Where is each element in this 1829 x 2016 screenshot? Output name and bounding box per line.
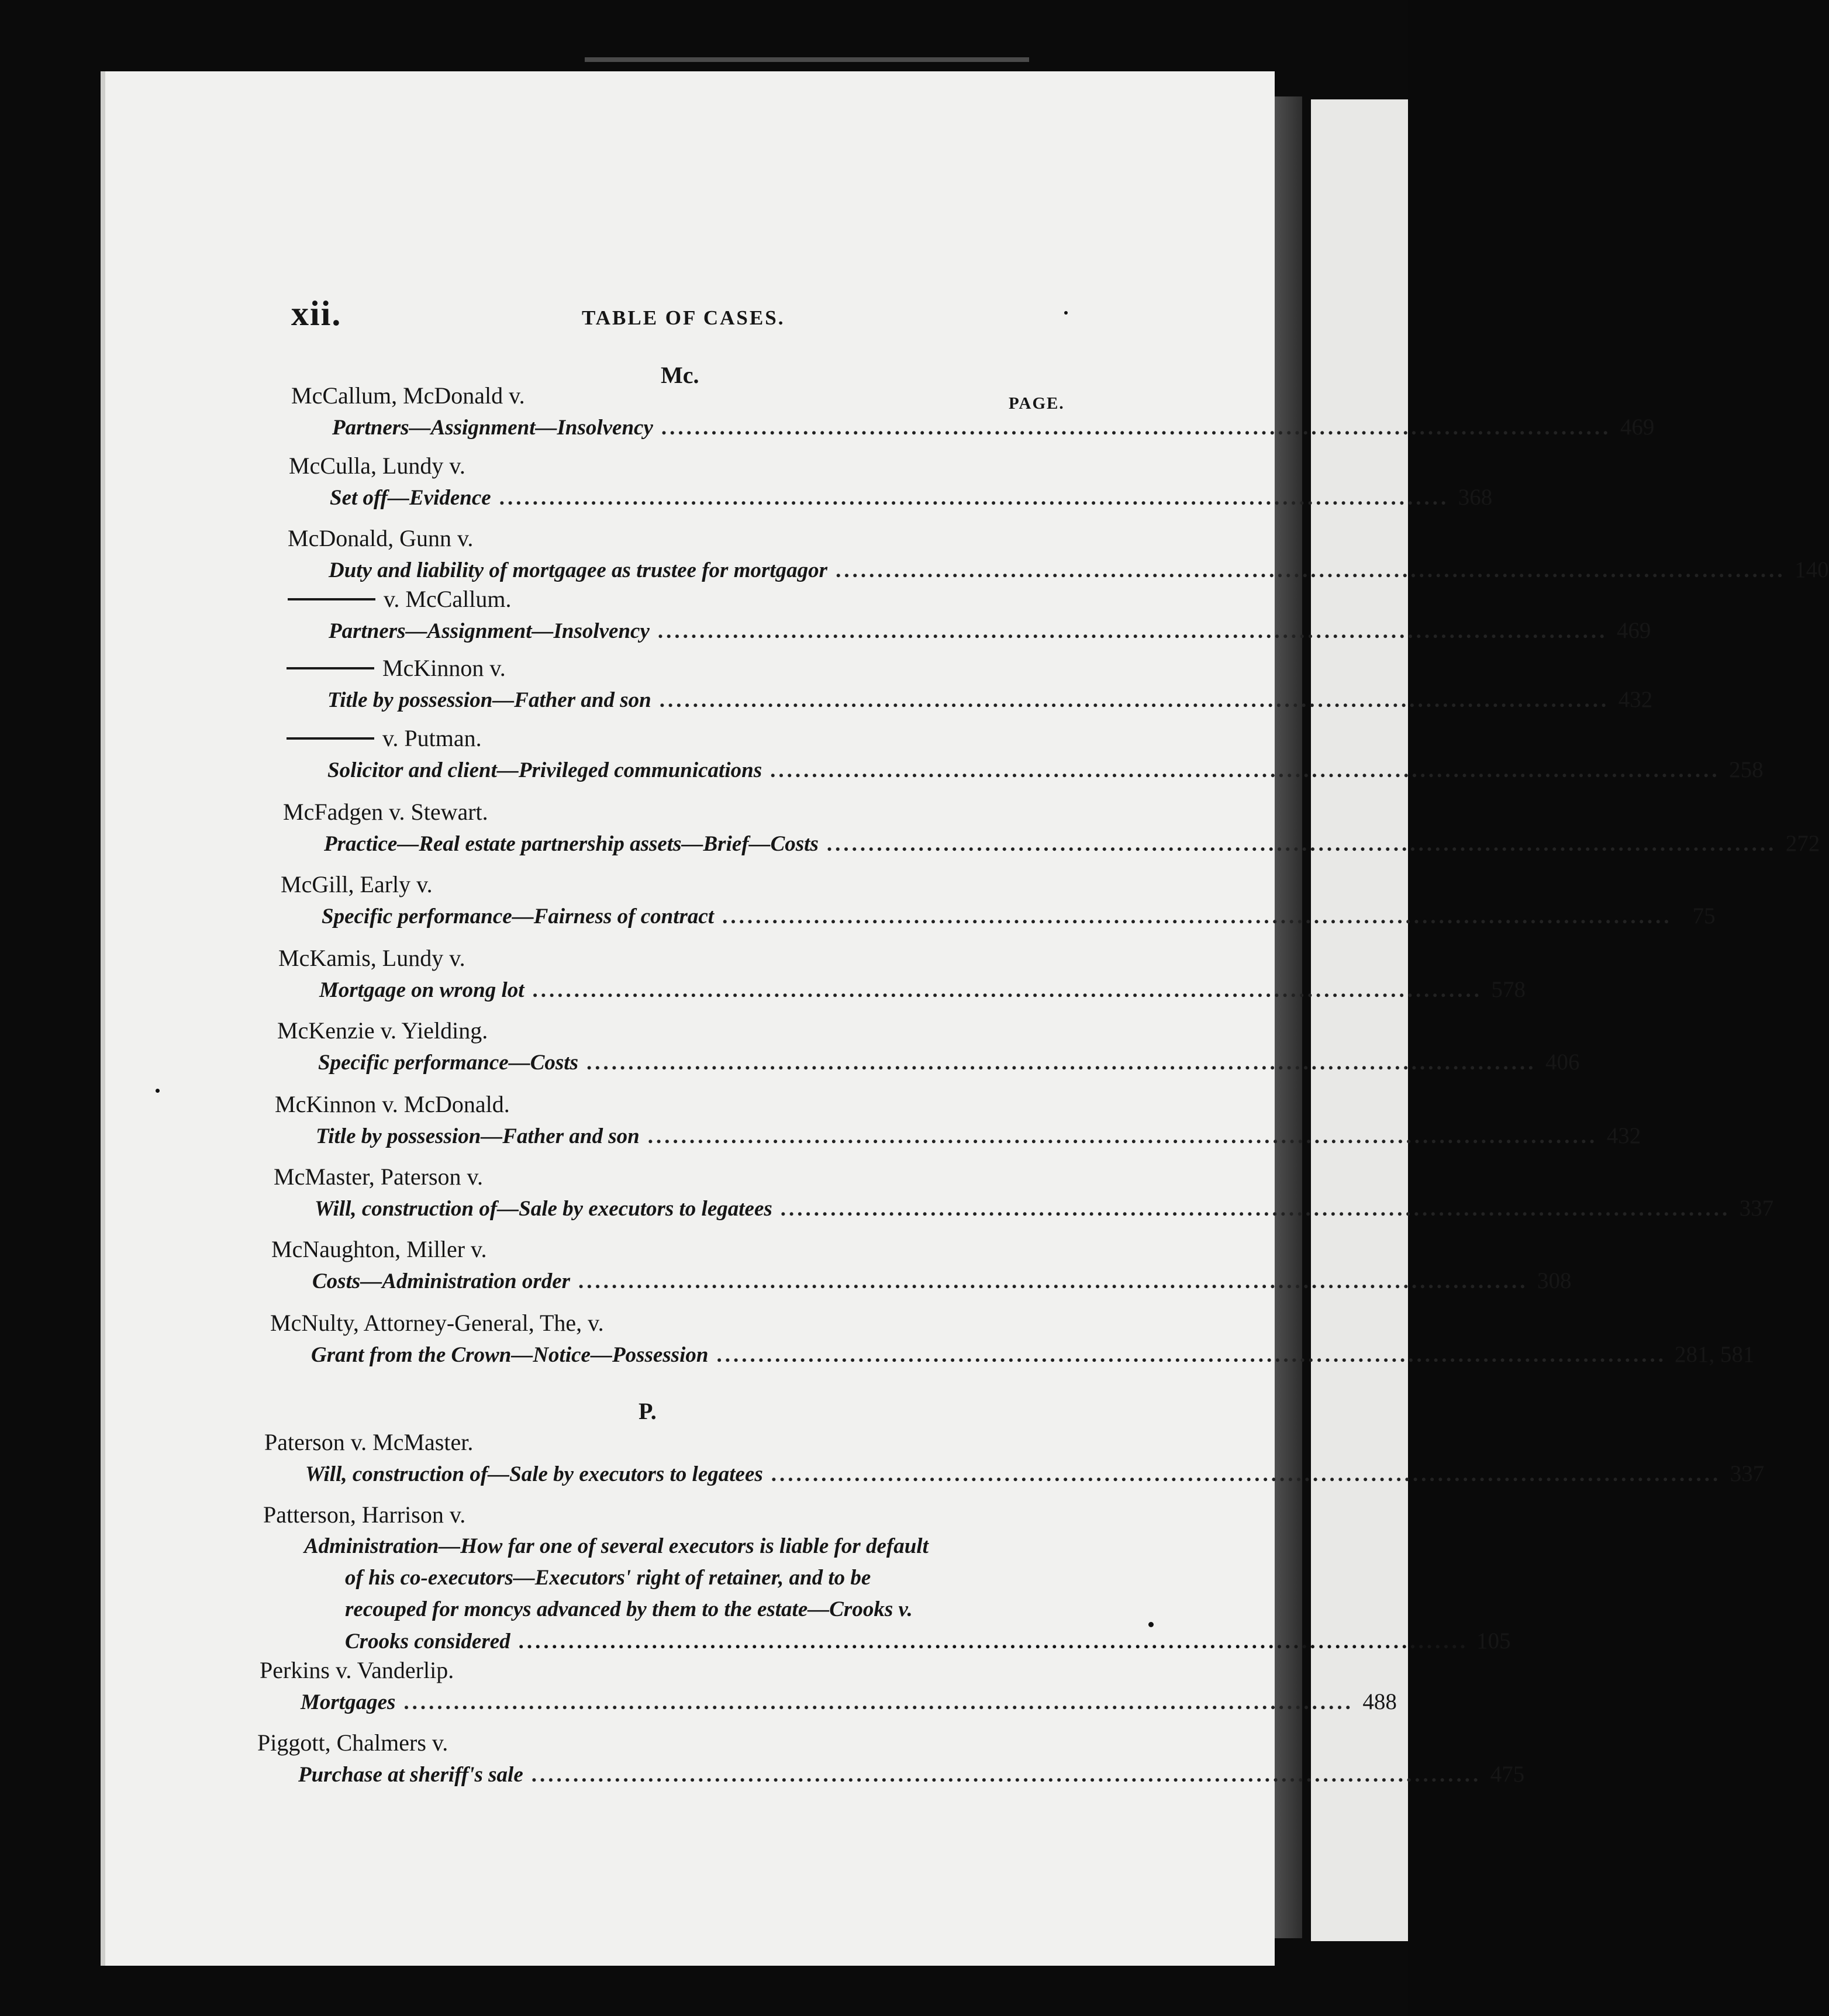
dot-leader: .................................................................................................................. bbox=[826, 832, 1777, 856]
ink-speck bbox=[156, 1089, 160, 1093]
case-page-number: 469 bbox=[1620, 415, 1655, 440]
case-page-number: 140 bbox=[1795, 557, 1829, 582]
case-subject: Purchase at sheriff's sale bbox=[298, 1763, 523, 1787]
dot-leader: .................................................................................................................. bbox=[586, 1051, 1537, 1075]
case-entry bbox=[283, 796, 1820, 860]
case-subject: Duty and liability of mortgagee as trustee for mortgagor bbox=[329, 558, 828, 582]
case-subject: Practice—Real estate partnership assets—Brief—Costs bbox=[324, 832, 819, 856]
section-heading-p: P. bbox=[639, 1398, 657, 1424]
dot-leader: .................................................................................................................. bbox=[532, 978, 1483, 1002]
case-subject: Grant from the Crown—Notice—Possession bbox=[311, 1343, 709, 1367]
case-subject: Will, construction of—Sale by executors to legatees bbox=[305, 1462, 763, 1486]
case-title: v. Putman. bbox=[382, 725, 482, 751]
case-title: McFadgen v. Stewart. bbox=[283, 799, 488, 825]
case-page-number: 75 bbox=[1692, 903, 1716, 928]
case-entry bbox=[274, 1161, 1774, 1225]
case-title: Piggott, Chalmers v. bbox=[257, 1730, 448, 1756]
adjacent-page-edge bbox=[1311, 99, 1408, 1941]
case-title: McCallum, McDonald v. bbox=[291, 382, 525, 409]
case-title: McKinnon v. bbox=[382, 655, 506, 681]
case-subject-line bbox=[311, 1339, 1755, 1371]
dot-leader: .................................................................................................................. bbox=[780, 1197, 1731, 1221]
section-heading-mc: Mc. bbox=[661, 362, 699, 388]
case-entry bbox=[257, 1727, 1525, 1791]
case-subject-line bbox=[329, 554, 1829, 586]
case-entry bbox=[271, 1234, 1572, 1297]
case-subject-line bbox=[298, 1759, 1525, 1791]
case-subject: Title by possession—Father and son bbox=[316, 1124, 640, 1148]
case-title: McDonald, Gunn v. bbox=[288, 525, 474, 551]
case-title: McMaster, Paterson v. bbox=[274, 1164, 483, 1190]
page-gutter-shadow bbox=[1270, 96, 1302, 1938]
case-entry bbox=[281, 869, 1716, 933]
case-page-number: 281, 581 bbox=[1674, 1342, 1755, 1367]
case-entry bbox=[260, 1655, 1397, 1718]
case-subject-line: Administration—How far one of several executors is liable for default bbox=[304, 1534, 929, 1558]
case-page-number: 475 bbox=[1490, 1762, 1525, 1787]
case-subject: Title by possession—Father and son bbox=[327, 688, 651, 712]
case-entry bbox=[287, 653, 1653, 716]
dot-leader: .................................................................................................................. bbox=[531, 1763, 1482, 1787]
dot-leader: .................................................................................................................. bbox=[518, 1630, 1469, 1653]
case-entry bbox=[264, 1427, 1765, 1490]
case-subject-line bbox=[322, 900, 1716, 933]
case-page-number: 258 bbox=[1729, 757, 1764, 782]
case-entry bbox=[287, 723, 1764, 786]
case-subject: Partners—Assignment—Insolvency bbox=[329, 619, 650, 643]
case-subject: Mortgages bbox=[301, 1690, 396, 1714]
case-subject: Solicitor and client—Privileged communications bbox=[327, 758, 762, 782]
ditto-dash bbox=[287, 737, 374, 740]
case-title: Perkins v. Vanderlip. bbox=[260, 1657, 454, 1683]
case-subject-line bbox=[305, 1458, 1765, 1490]
case-subject-line: of his co-executors—Executors' right of retainer, and to be bbox=[345, 1566, 871, 1590]
case-subject: Mortgage on wrong lot bbox=[319, 978, 524, 1002]
case-title: Patterson, Harrison v. bbox=[263, 1501, 466, 1528]
case-subject-line bbox=[332, 412, 1655, 444]
case-subject-line bbox=[329, 615, 1651, 647]
dot-leader: .................................................................................................................. bbox=[716, 1343, 1666, 1367]
dot-leader: .................................................................................................................. bbox=[578, 1269, 1528, 1293]
dot-leader: .................................................................................................................. bbox=[403, 1690, 1354, 1714]
ditto-dash bbox=[288, 598, 375, 600]
dot-leader: .................................................................................................................. bbox=[499, 486, 1450, 510]
running-title: TABLE OF CASES. bbox=[582, 306, 785, 329]
case-subject: Will, construction of—Sale by executors to legatees bbox=[315, 1197, 772, 1221]
case-subject-line bbox=[327, 754, 1764, 786]
case-entry bbox=[288, 584, 1651, 647]
dot-leader: .................................................................................................................. bbox=[771, 1462, 1721, 1486]
case-subject: Set off—Evidence bbox=[330, 486, 491, 510]
case-title: McGill, Early v. bbox=[281, 871, 433, 897]
case-page-number: 368 bbox=[1458, 485, 1493, 510]
ditto-dash bbox=[287, 667, 374, 669]
case-page-number: 578 bbox=[1491, 977, 1526, 1002]
case-title-row bbox=[287, 723, 1047, 754]
case-title: McNaughton, Miller v. bbox=[271, 1236, 487, 1262]
case-entry bbox=[289, 450, 1493, 514]
case-entry bbox=[275, 1089, 1641, 1152]
case-subject: Costs—Administration order bbox=[312, 1269, 571, 1293]
case-entry bbox=[278, 943, 1526, 1006]
case-page-number: 105 bbox=[1476, 1628, 1511, 1653]
dot-leader: .................................................................................................................. bbox=[722, 905, 1672, 928]
case-subject-line: recouped for moncys advanced by them to the estate—Crooks v. bbox=[345, 1597, 913, 1621]
case-subject-line bbox=[301, 1686, 1397, 1718]
case-subject-line bbox=[327, 684, 1653, 716]
case-subject-line bbox=[315, 1193, 1774, 1225]
case-subject-line bbox=[324, 828, 1820, 860]
case-title: Paterson v. McMaster. bbox=[264, 1429, 474, 1455]
page-folio: xii. bbox=[291, 294, 342, 333]
case-entry bbox=[263, 1499, 1511, 1658]
dot-leader: .................................................................................................................. bbox=[657, 619, 1608, 643]
case-entry bbox=[291, 380, 1655, 444]
case-entry bbox=[270, 1307, 1755, 1371]
dot-leader: .................................................................................................................. bbox=[661, 416, 1611, 440]
case-page-number: 272 bbox=[1785, 831, 1820, 856]
case-page-number: 488 bbox=[1362, 1689, 1397, 1714]
case-title: McKinnon v. McDonald. bbox=[275, 1091, 510, 1117]
case-subject: Partners—Assignment—Insolvency bbox=[332, 416, 653, 440]
dot-leader: .................................................................................................................. bbox=[770, 758, 1720, 782]
case-subject-line bbox=[345, 1625, 1511, 1658]
case-subject-line bbox=[312, 1265, 1572, 1297]
case-subject-line bbox=[319, 974, 1526, 1006]
case-subject: Crooks considered bbox=[345, 1630, 510, 1653]
case-page-number: 337 bbox=[1730, 1461, 1765, 1486]
case-title: McNulty, Attorney-General, The, v. bbox=[270, 1310, 604, 1336]
case-title: McKenzie v. Yielding. bbox=[277, 1017, 488, 1044]
dot-leader: .................................................................................................................. bbox=[647, 1124, 1598, 1148]
case-page-number: 406 bbox=[1545, 1050, 1580, 1075]
ink-speck bbox=[1064, 311, 1068, 315]
case-title-row bbox=[287, 653, 1047, 684]
ink-speck bbox=[1148, 1622, 1154, 1627]
case-subject-line bbox=[330, 482, 1493, 514]
case-page-number: 432 bbox=[1606, 1123, 1641, 1148]
case-page-number: 308 bbox=[1537, 1268, 1572, 1293]
case-subject-line bbox=[316, 1120, 1641, 1152]
case-subject: Specific performance—Fairness of contract bbox=[322, 905, 715, 928]
book-page bbox=[101, 71, 1829, 1966]
case-title-row bbox=[288, 584, 1048, 615]
page-column-label: PAGE. bbox=[1009, 394, 1065, 413]
page-top-edge bbox=[585, 57, 1029, 62]
case-subject-block bbox=[304, 1531, 1041, 1625]
case-entry bbox=[288, 523, 1829, 586]
dot-leader: .................................................................................................................. bbox=[659, 688, 1610, 712]
case-title: McCulla, Lundy v. bbox=[289, 453, 465, 479]
case-page-number: 337 bbox=[1739, 1196, 1774, 1221]
case-subject: Specific performance—Costs bbox=[318, 1051, 578, 1075]
case-page-number: 469 bbox=[1616, 618, 1651, 643]
case-subject-line bbox=[318, 1047, 1580, 1079]
case-entry bbox=[277, 1015, 1580, 1079]
case-page-number: 432 bbox=[1618, 687, 1653, 712]
case-title: v. McCallum. bbox=[384, 586, 512, 612]
dot-leader: .................................................................................................................. bbox=[836, 558, 1786, 582]
case-title: McKamis, Lundy v. bbox=[278, 945, 465, 971]
